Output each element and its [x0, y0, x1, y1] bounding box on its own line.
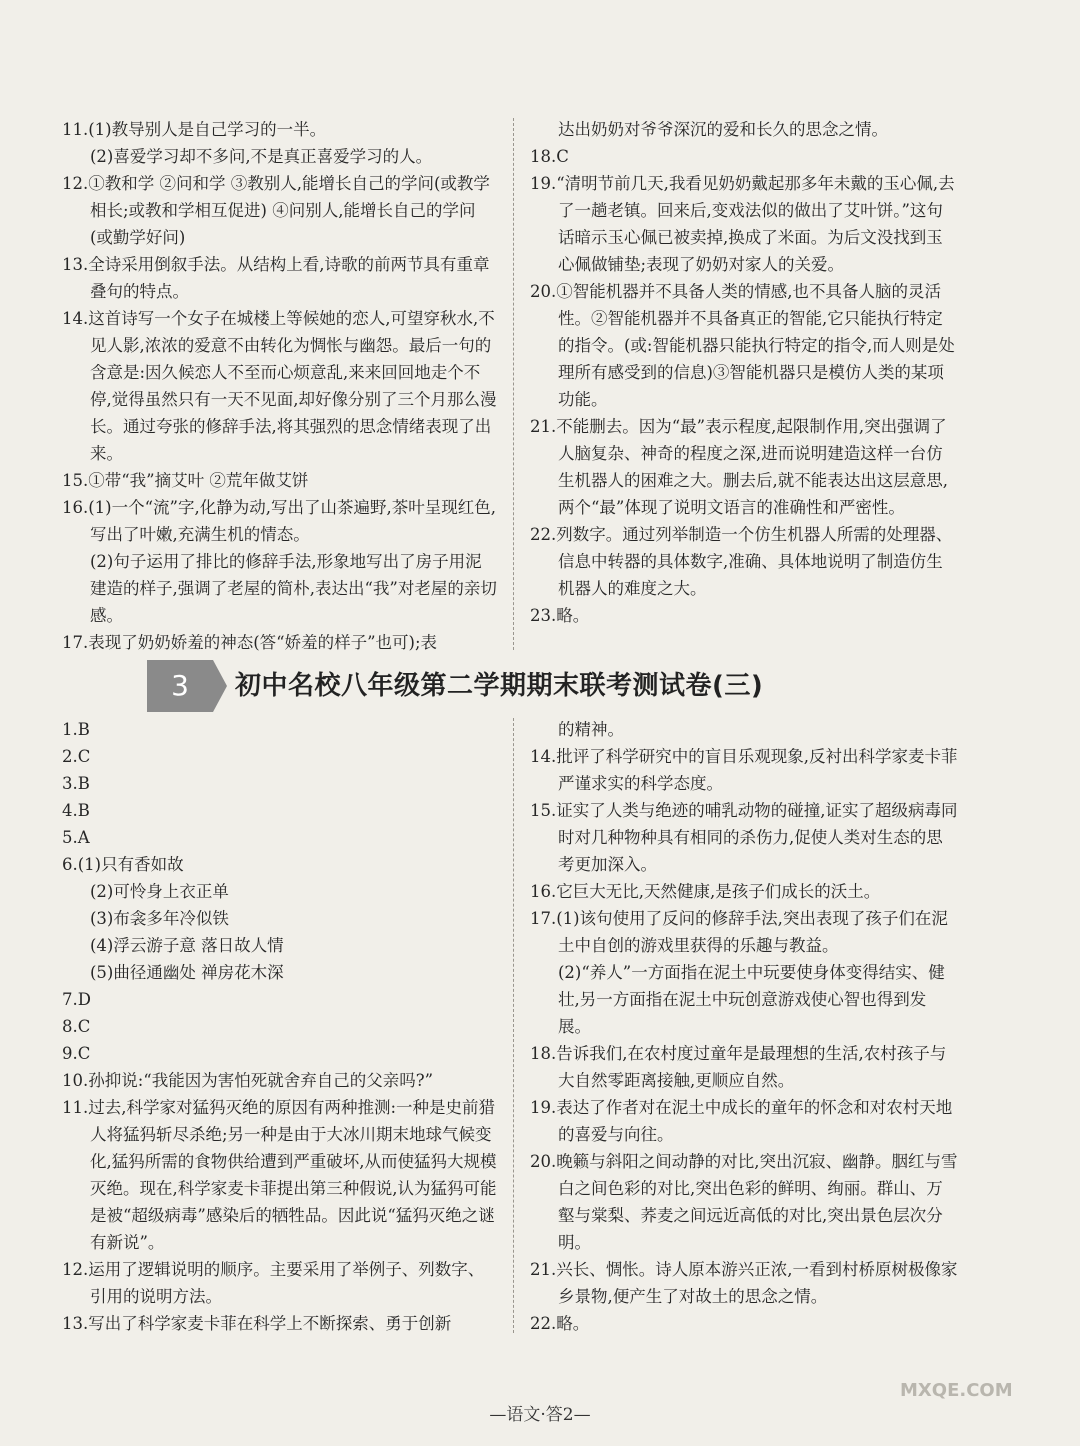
- answers-bottom-left-column: [62, 716, 498, 1337]
- answers-top-left-column: [62, 116, 498, 656]
- answer-item: 11.(1)教导别人是自己学习的一半。: [62, 120, 327, 139]
- answer-item: (2)句子运用了排比的修辞手法,形象地写出了房子用泥建造的样子,强调了老屋的简朴,表达出“我”对老屋的亲切感。: [90, 552, 497, 625]
- answer-item: 12.运用了逻辑说明的顺序。主要采用了举例子、列数字、引用的说明方法。: [62, 1260, 485, 1306]
- answer-item: 18.C: [530, 147, 569, 166]
- answer-item: 7.D: [62, 990, 91, 1009]
- answer-item: 13.写出了科学家麦卡菲在科学上不断探索、勇于创新: [62, 1314, 452, 1333]
- answer-item: 21.不能删去。因为“最”表示程度,起限制作用,突出强调了人脑复杂、神奇的程度之深,进而说明建造这样一台仿生机器人的困难之大。删去后,就不能表达出这层意思,两个“最”体现了说明文语言的准确性和严密性。: [530, 417, 948, 517]
- answer-item: 21.兴长、惆怅。诗人原本游兴正浓,一看到村桥原树极像家乡景物,便产生了对故土的思念之情。: [530, 1260, 958, 1306]
- answer-item: (5)曲径通幽处 禅房花木深: [90, 963, 284, 982]
- answer-item: 4.B: [62, 801, 90, 820]
- answer-item: 19.“清明节前几天,我看见奶奶戴起那多年未戴的玉心佩,去了一趟老镇。回来后,变戏法似的做出了艾叶饼。”这句话暗示玉心佩已被卖掉,换成了米面。为后文没找到玉心佩做铺垫;表现了奶奶对家人的关爱。: [530, 174, 955, 274]
- answer-item: 6.(1)只有香如故: [62, 855, 184, 874]
- answer-item: 8.C: [62, 1017, 91, 1036]
- answer-item: 的精神。: [558, 720, 624, 739]
- answer-item: 20.晚籁与斜阳之间动静的对比,突出沉寂、幽静。胭红与雪白之间色彩的对比,突出色彩的鲜明、绚丽。群山、万壑与棠梨、荞麦之间远近高低的对比,突出景色层次分明。: [530, 1152, 958, 1252]
- answer-item: 5.A: [62, 828, 90, 847]
- answer-item: 19.表达了作者对在泥土中成长的童年的怀念和对农村天地的喜爱与向往。: [530, 1098, 953, 1144]
- section-title: 初中名校八年级第二学期期末联考测试卷(三): [235, 671, 764, 701]
- answer-item: 17.(1)该句使用了反问的修辞手法,突出表现了孩子们在泥土中自创的游戏里获得的乐趣与教益。: [530, 909, 948, 955]
- answer-item: (2)可怜身上衣正单: [90, 882, 229, 901]
- answer-item: 14.这首诗写一个女子在城楼上等候她的恋人,可望穿秋水,不见人影,浓浓的爱意不由转化为惆怅与幽怨。最后一句的含意是:因久候恋人不至而心烦意乱,来来回回地走个不停,觉得虽然只有一天不见面,却好像分别了三个月那么漫长。通过夸张的修辞手法,将其强烈的思念情绪表现了出来。: [62, 309, 497, 463]
- answer-item: 23.略。: [530, 606, 590, 625]
- page-footer: —语文·答2—: [489, 1405, 591, 1425]
- answer-item: 13.全诗采用倒叙手法。从结构上看,诗歌的前两节具有重章叠句的特点。: [62, 255, 490, 301]
- answer-item: (2)喜爱学习却不多问,不是真正喜爱学习的人。: [90, 147, 433, 166]
- answer-item: 10.孙抑说:“我能因为害怕死就舍弃自己的父亲吗?”: [62, 1071, 434, 1090]
- answer-item: 20.①智能机器并不具备人类的情感,也不具备人脑的灵活性。②智能机器并不具备真正的智能,它只能执行特定的指令。(或:智能机器只能执行特定的指令,而人则是处理所有感受到的信息)③智能机器只是模仿人类的某项功能。: [530, 282, 955, 409]
- answer-item: 达出奶奶对爷爷深沉的爱和长久的思念之情。: [558, 120, 888, 139]
- answer-item: 9.C: [62, 1044, 91, 1063]
- answer-item: 11.过去,科学家对猛犸灭绝的原因有两种推测:一种是史前猎人将猛犸斩尽杀绝;另一种是由于大冰川期末地球气候变化,猛犸所需的食物供给遭到严重破坏,从而使猛犸大规模灭绝。现在,科学家麦卡菲提出第三种假说,认为猛犸可能是被“超级病毒”感染后的牺牲品。因此说“猛犸灭绝之谜有新说”。: [62, 1098, 497, 1252]
- section-banner: [147, 660, 867, 712]
- answer-item: 2.C: [62, 747, 91, 766]
- answers-bottom-right-column: [530, 716, 958, 1337]
- answer-item: 16.(1)一个“流”字,化静为动,写出了山茶遍野,茶叶呈现红色,写出了叶嫩,充满生机的情态。: [62, 498, 496, 544]
- answer-item: 22.列数字。通过列举制造一个仿生机器人所需的处理器、信息中转器的具体数字,准确、具体地说明了制造仿生机器人的难度之大。: [530, 525, 953, 598]
- answer-item: 17.表现了奶奶娇羞的神态(答“娇羞的样子”也可);表: [62, 633, 438, 652]
- site-watermark: MXQE.COM: [900, 1380, 1013, 1401]
- answer-item: 12.①教和学 ②问和学 ③教别人,能增长自己的学问(或教学相长;或教和学相互促进) ④问别人,能增长自己的学问(或勤学好问): [62, 174, 490, 247]
- answer-item: (2)“养人”一方面指在泥土中玩要使身体变得结实、健壮,另一方面指在泥土中玩创意游戏使心智也得到发展。: [558, 963, 945, 1036]
- answer-item: 18.告诉我们,在农村度过童年是最理想的生活,农村孩子与大自然零距离接触,更顺应自然。: [530, 1044, 947, 1090]
- answer-item: 15.①带“我”摘艾叶 ②荒年做艾饼: [62, 471, 309, 490]
- badge-arrow: [213, 660, 227, 712]
- answer-item: 22.略。: [530, 1314, 590, 1333]
- answer-item: 14.批评了科学研究中的盲目乐观现象,反衬出科学家麦卡菲严谨求实的科学态度。: [530, 747, 958, 793]
- answer-item: (4)浮云游子意 落日故人情: [90, 936, 284, 955]
- answer-item: 15.证实了人类与绝迹的哺乳动物的碰撞,证实了超级病毒同时对几种物种具有相同的杀伤力,促使人类对生态的思考更加深入。: [530, 801, 958, 874]
- answer-item: 16.它巨大无比,天然健康,是孩子们成长的沃土。: [530, 882, 881, 901]
- answers-top-right-column: [530, 116, 958, 629]
- answer-item: (3)布衾多年冷似铁: [90, 909, 229, 928]
- answer-item: 3.B: [62, 774, 90, 793]
- top-column-divider: [513, 118, 514, 650]
- section-number-badge: 3: [147, 660, 213, 712]
- bottom-column-divider: [513, 718, 514, 1333]
- answer-item: 1.B: [62, 720, 90, 739]
